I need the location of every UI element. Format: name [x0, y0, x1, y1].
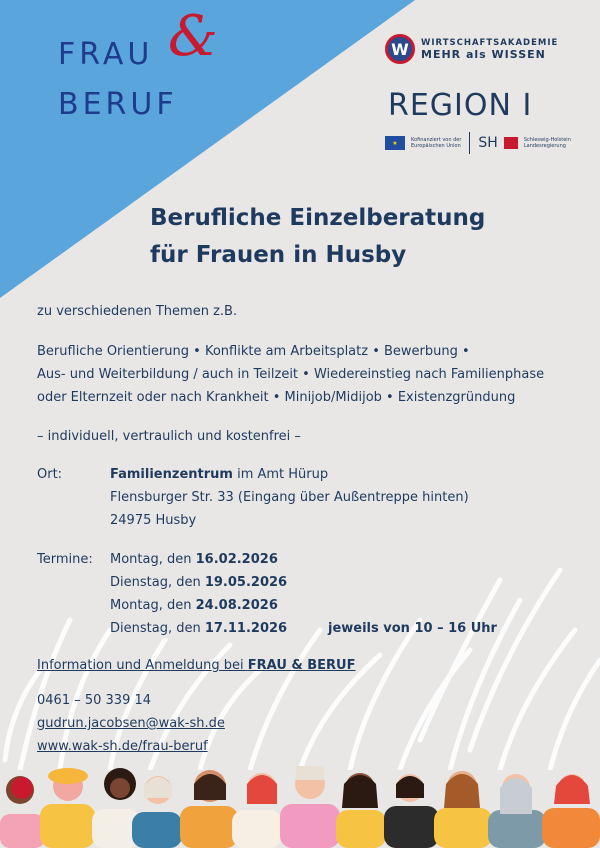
location-name: Familienzentrum [110, 467, 233, 482]
contact-email-link[interactable]: gudrun.jacobsen@wak-sh.de [37, 716, 225, 731]
date-item [110, 571, 287, 594]
contact-phone: 0461 – 50 339 14 [37, 693, 152, 708]
wak-badge-icon: W [385, 34, 415, 64]
location-city: 24975 Husby [110, 513, 197, 528]
funding-logos [385, 132, 571, 154]
date-value: 17.11.2026 [204, 621, 288, 636]
intro-text: zu verschiedenen Themen z.B. [37, 304, 238, 319]
wak-slogan: MEHR als WISSEN [421, 47, 546, 61]
info-prefix: Information und Anmeldung bei [37, 658, 248, 673]
topics-line: Berufliche Orientierung • Konflikte am Arbeitsplatz • Bewerbung • [37, 344, 470, 359]
tagline: – individuell, vertraulich und kostenfrei – [37, 429, 301, 444]
date-item [110, 617, 287, 640]
logo-beruf-text: BERUF [58, 87, 178, 122]
sh-text-line1: Schleswig-Holstein [523, 137, 571, 143]
wirtschaftsakademie-logo [385, 34, 558, 64]
logo-frau-text: FRAU [58, 37, 154, 72]
info-registration-heading [37, 654, 356, 677]
topics-line: Aus- und Weiterbildung / auch in Teilzeit • Wiedereinstieg nach Familienphase [37, 367, 545, 382]
women-illustration [0, 764, 600, 848]
title-line-2: für Frauen in Husby [150, 242, 407, 268]
location-block [110, 463, 469, 532]
sh-crest-icon [504, 137, 518, 149]
logo-divider [469, 132, 470, 154]
wak-name: WIRTSCHAFTSAKADEMIE [421, 37, 559, 48]
dates-list [110, 548, 287, 640]
info-org: FRAU & BERUF [247, 658, 356, 673]
page-title [150, 200, 485, 274]
date-value: 16.02.2026 [195, 552, 278, 567]
date-day: Montag, den [110, 598, 196, 613]
date-value: 24.08.2026 [195, 598, 278, 613]
date-value: 19.05.2026 [204, 575, 288, 590]
logo-ampersand: & [168, 4, 218, 69]
location-label: Ort: [37, 467, 63, 482]
location-name-suffix: im Amt Hürup [232, 467, 329, 482]
sh-label: SH [478, 135, 498, 151]
contact-web-link[interactable]: www.wak-sh.de/frau-beruf [37, 739, 208, 754]
date-day: Dienstag, den [110, 621, 205, 636]
title-line-1: Berufliche Einzelberatung [150, 205, 486, 231]
location-street: Flensburger Str. 33 (Eingang über Außentreppe hinten) [110, 490, 469, 505]
eu-text-line1: Kofinanziert von der [411, 137, 462, 143]
date-day: Montag, den [110, 552, 196, 567]
region-label: REGION I [388, 88, 533, 123]
dates-label: Termine: [37, 552, 93, 567]
frau-beruf-logo [58, 4, 218, 130]
time-range: jeweils von 10 – 16 Uhr [328, 621, 497, 636]
eu-text-line2: Europäischen Union [411, 143, 461, 149]
date-item [110, 548, 287, 571]
date-day: Dienstag, den [110, 575, 205, 590]
eu-flag-icon: ★ [385, 136, 405, 150]
date-item [110, 594, 287, 617]
sh-text-line2: Landesregierung [523, 143, 566, 149]
topics-line: oder Elternzeit oder nach Krankheit • Minijob/Midijob • Existenzgründung [37, 390, 516, 405]
topics-list [37, 340, 544, 409]
